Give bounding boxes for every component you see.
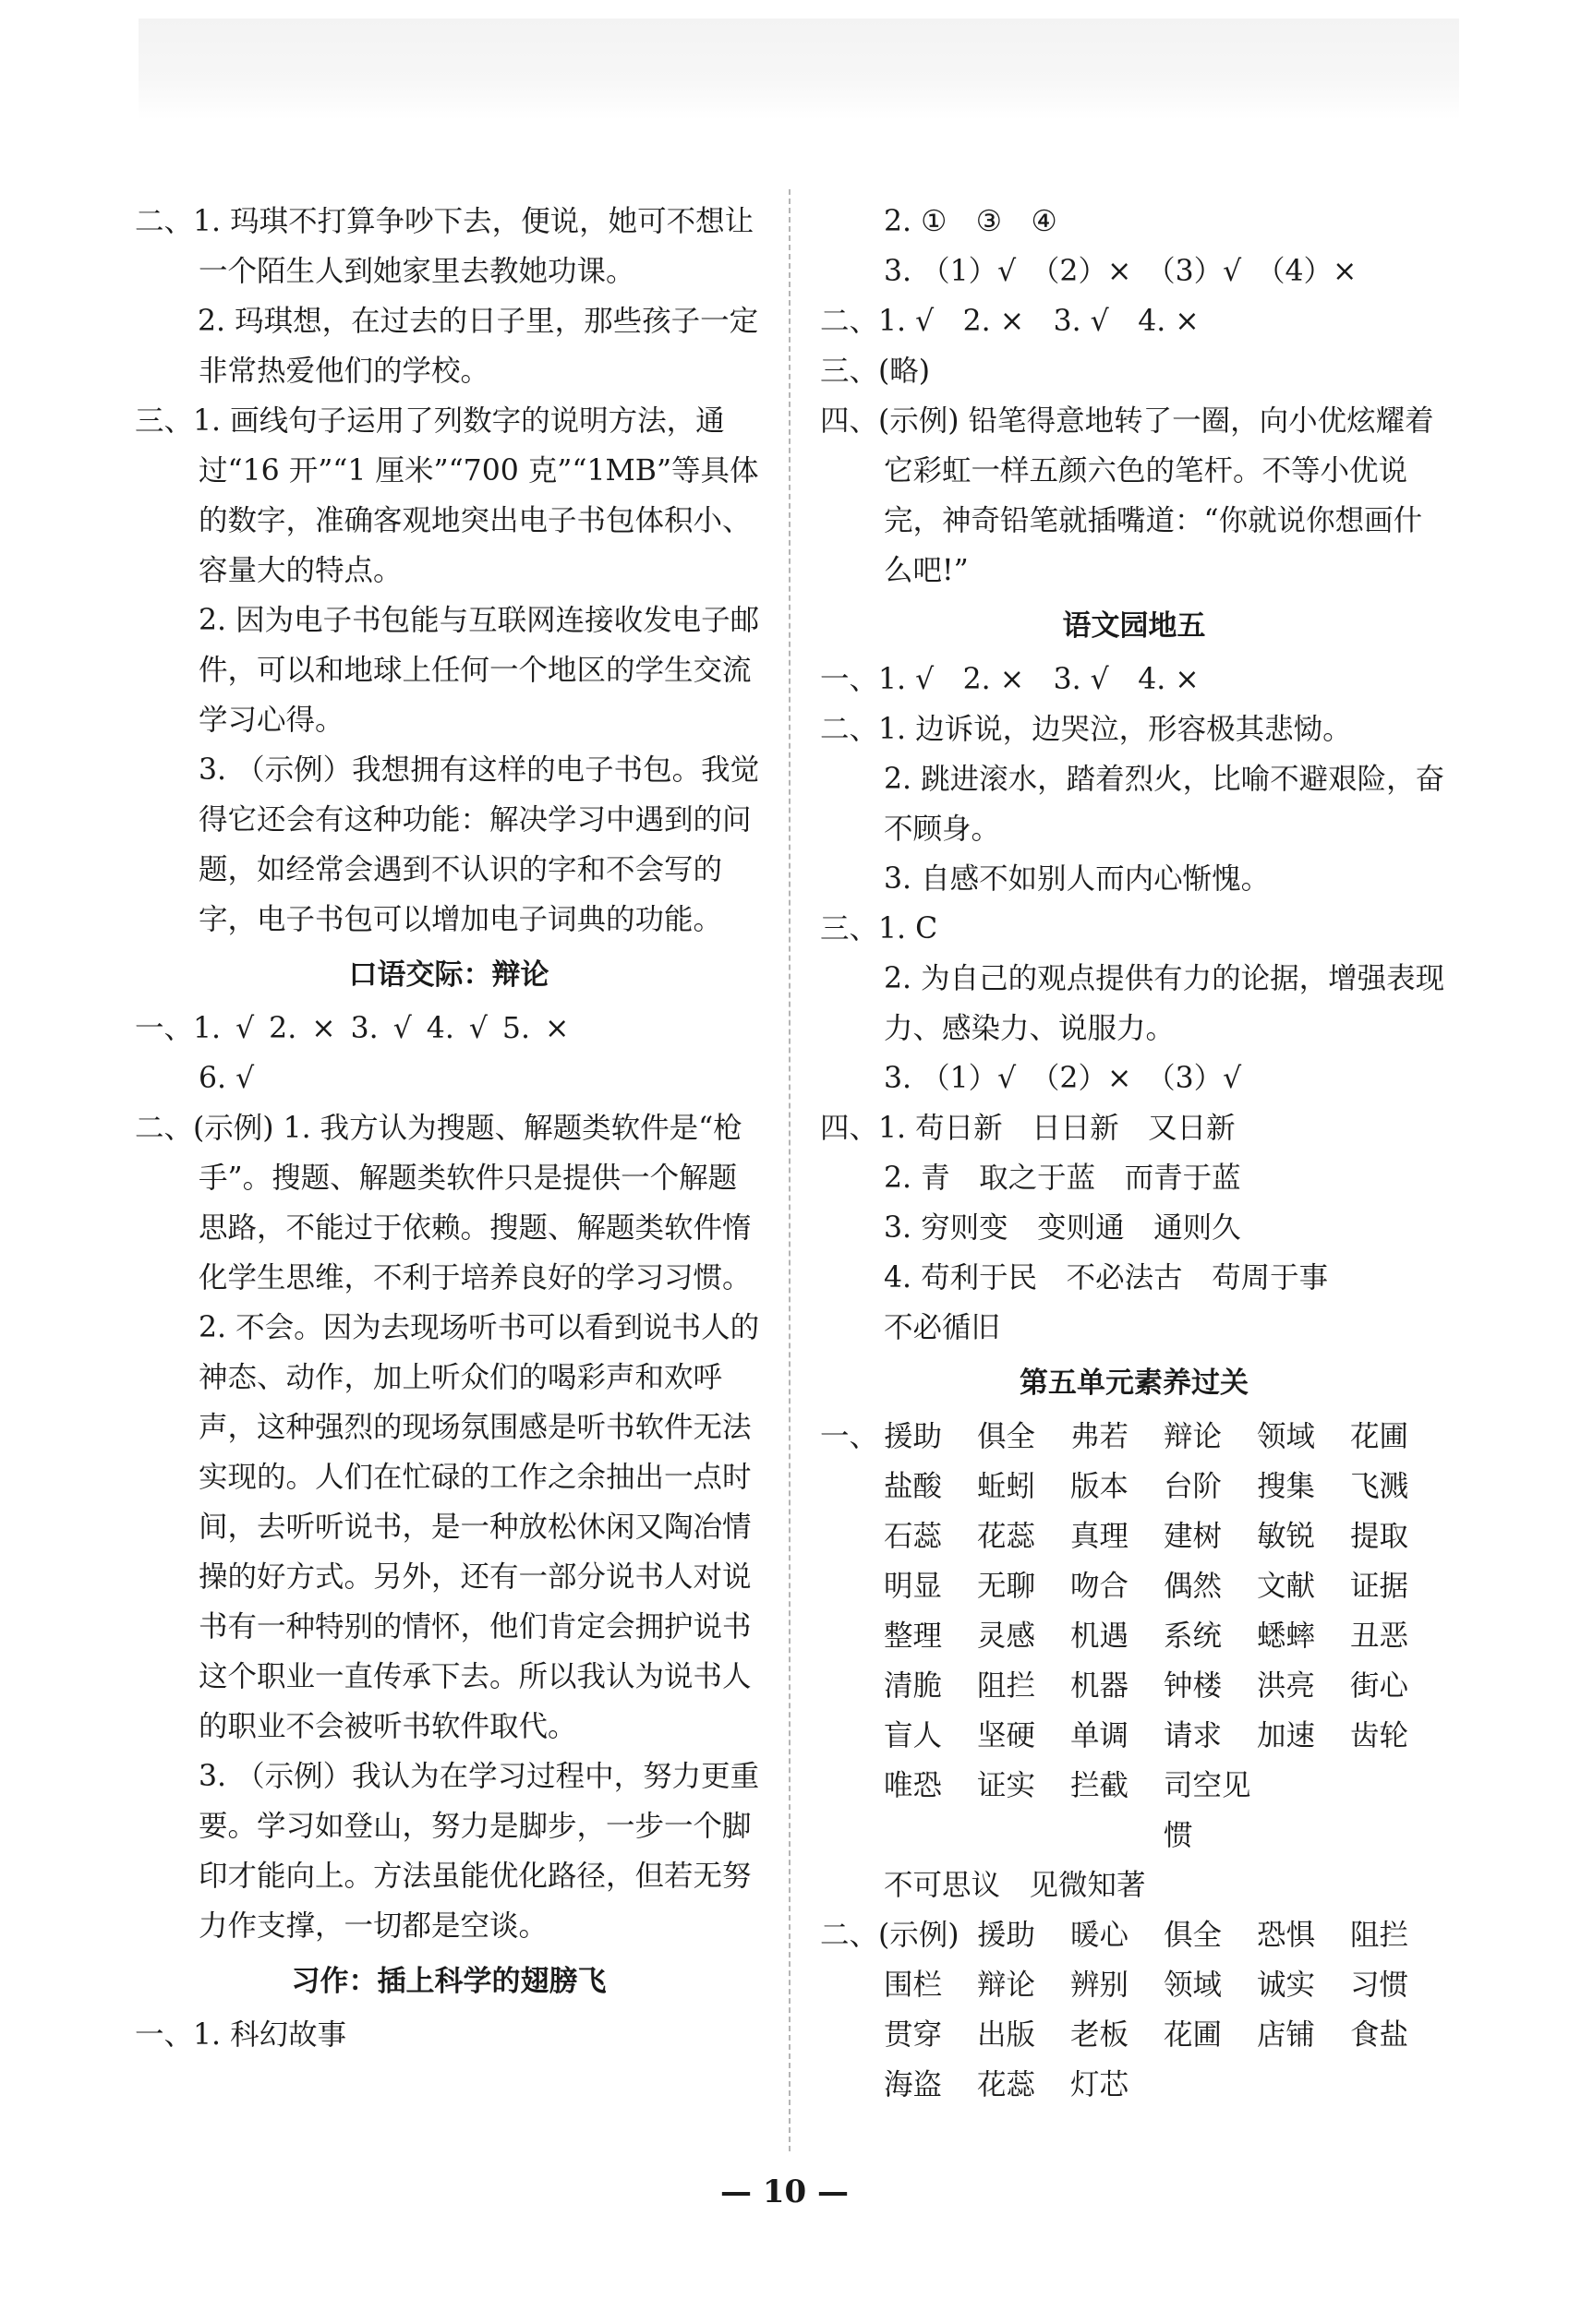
page-number: — 10 — — [720, 2173, 849, 2210]
answer-garden-3-2: 2. 为自己的观点提供有力的论据，增强表现力、感染力、说服力。 — [884, 962, 1445, 1045]
answer-garden-2-3: 3. 自感不如别人而内心惭愧。 — [884, 862, 1271, 896]
word-item: 机器 — [1070, 1669, 1129, 1703]
word-item: 请求 — [1164, 1719, 1223, 1752]
unit-section-1-label: 一、 — [820, 1420, 879, 1453]
word-item: 台阶 — [1164, 1470, 1223, 1503]
word-item: 灯芯 — [1070, 2068, 1129, 2101]
word-item: 蚯蚓 — [977, 1470, 1036, 1503]
answer-garden-4-4b: 不必循旧 — [884, 1311, 1001, 1344]
word-item: 加速 — [1257, 1719, 1316, 1752]
word-item: 建树 — [1164, 1520, 1223, 1553]
answer-writing-sec2: 二、1. √ 2. × 3. √ 4. × — [820, 305, 1200, 338]
answer-garden-3-3: 3. （1）√ （2）× （3）√ — [884, 1062, 1242, 1095]
word-item: 蟋蟀 — [1257, 1620, 1316, 1653]
word-item: 援助 — [884, 1420, 943, 1453]
unit-section-2-label: 二、(示例) — [820, 1919, 960, 1952]
word-item: 真理 — [1070, 1520, 1129, 1553]
word-item: 习惯 — [1350, 1969, 1409, 2002]
unit-section-2-first-row — [820, 1910, 1448, 1960]
answer-sec3-q2: 2. 因为电子书包能与互联网连接收发电子邮件，可以和地球上任何一个地区的学生交流学习心得。 — [199, 604, 760, 737]
word-item: 出版 — [977, 2018, 1036, 2052]
word-item: 领域 — [1257, 1420, 1316, 1453]
word-item: 单调 — [1070, 1719, 1129, 1752]
answer-debate-1b: 6. √ — [199, 1062, 255, 1095]
answer-garden-4-3: 3. 穷则变 变则通 通则久 — [884, 1211, 1241, 1245]
word-item: 钟楼 — [1164, 1669, 1223, 1703]
answer-debate-2-3: 3. （示例）我认为在学习过程中，努力更重要。学习如登山，努力是脚步，一步一个脚印才能向上。方法虽能优化路径，但若无努力作支撑，一切都是空谈。 — [199, 1760, 760, 1943]
word-item: 贯穿 — [884, 2018, 943, 2052]
unit-section-2 — [820, 1910, 1448, 2110]
word-item: 街心 — [1350, 1669, 1409, 1703]
word-list-1 — [820, 1412, 1448, 1860]
word-item: 无聊 — [977, 1570, 1036, 1603]
word-item: 拦截 — [1070, 1769, 1129, 1802]
answer-garden-2-1: 二、1. 边诉说，边哭泣，形容极其悲恸。 — [820, 713, 1352, 746]
answer-writing-2: 2. ① ③ ④ — [884, 205, 1057, 238]
word-item: 海盗 — [884, 2068, 943, 2101]
word-item: 明显 — [884, 1570, 943, 1603]
word-item: 阻拦 — [1350, 1919, 1409, 1952]
word-item: 证据 — [1350, 1570, 1409, 1603]
answer-garden-1: 一、1. √ 2. × 3. √ 4. × — [820, 663, 1200, 696]
word-list-2 — [820, 1960, 1448, 2110]
answer-garden-4-1: 四、1. 苟日新 日日新 又日新 — [820, 1112, 1236, 1145]
word-item: 飞溅 — [1350, 1470, 1409, 1503]
word-list-1-tail: 不可思议 见微知著 — [884, 1869, 1146, 1902]
answer-writing-sec4: 四、(示例) 铅笔得意地转了一圈，向小优炫耀着它彩虹一样五颜六色的笔杆。不等小优说完，神奇铅笔就插嘴道：“你就说你想画什么吧!” — [820, 404, 1434, 587]
word-item: 花蕊 — [977, 2068, 1036, 2101]
word-item: 辩论 — [977, 1969, 1036, 2002]
section-title-unit: 第五单元素养过关 — [1020, 1367, 1249, 1400]
header-band — [139, 18, 1459, 120]
word-item: 俱全 — [977, 1420, 1036, 1453]
word-item: 恐惧 — [1257, 1919, 1316, 1952]
column-divider — [789, 189, 791, 2151]
word-item: 领域 — [1164, 1969, 1223, 2002]
word-item: 搜集 — [1257, 1470, 1316, 1503]
word-item: 食盐 — [1350, 2018, 1409, 2052]
answer-writing-sec3: 三、(略) — [820, 355, 931, 388]
answer-debate-1a: 一、1. √ 2. × 3. √ 4. √ 5. × — [135, 1012, 570, 1045]
answer-sec2-q2: 2. 玛琪想，在过去的日子里，那些孩子一定非常热爱他们的学校。 — [198, 305, 759, 388]
section-title-debate: 口语交际：辩论 — [348, 958, 549, 992]
unit-section-1 — [820, 1412, 1448, 1910]
word-item: 盐酸 — [884, 1470, 943, 1503]
word-item: 店铺 — [1257, 2018, 1316, 2052]
answer-garden-2-2: 2. 跳进滚水，踏着烈火，比喻不避艰险，奋不顾身。 — [884, 763, 1445, 846]
word-item: 文献 — [1257, 1570, 1316, 1603]
word-item: 围栏 — [884, 1969, 943, 2002]
word-item: 丑恶 — [1350, 1620, 1409, 1653]
word-item: 灵感 — [977, 1620, 1036, 1653]
word-item: 花圃 — [1350, 1420, 1409, 1453]
word-item: 阻拦 — [977, 1669, 1036, 1703]
left-column — [135, 197, 763, 2060]
word-list-2-first — [977, 1910, 1443, 1960]
word-item: 版本 — [1070, 1470, 1129, 1503]
word-item: 花蕊 — [977, 1520, 1036, 1553]
word-item: 整理 — [884, 1620, 943, 1653]
answer-sec2-q1: 二、1. 玛琪不打算争吵下去，便说，她可不想让一个陌生人到她家里去教她功课。 — [135, 205, 754, 288]
answer-garden-4-4: 4. 苟利于民 不必法古 苟周于事 — [884, 1261, 1329, 1294]
word-item: 坚硬 — [977, 1719, 1036, 1752]
word-item: 俱全 — [1164, 1919, 1223, 1952]
word-item: 辩论 — [1164, 1420, 1223, 1453]
answer-debate-2-2: 2. 不会。因为去现场听书可以看到说书人的神态、动作，加上听众们的喝彩声和欢呼声，这种强烈的现场氛围感是听书软件无法实现的。人们在忙碌的工作之余抽出一点时间，去听听说书，是一种放松休闲又陶冶情操的好方式。另外，还有一部分说书人对说书有一种特别的情怀，他们肯定会拥护说书这个职业一直传承下去。所以我认为说书人的职业不会被听书软件取代。 — [199, 1311, 760, 1743]
word-item: 暖心 — [1070, 1919, 1129, 1952]
word-item: 司空见惯 — [1164, 1769, 1251, 1852]
word-item: 援助 — [977, 1919, 1036, 1952]
word-item: 诚实 — [1257, 1969, 1316, 2002]
word-item: 唯恐 — [884, 1769, 943, 1802]
answer-garden-3-1: 三、1. C — [820, 912, 938, 945]
word-item: 盲人 — [884, 1719, 943, 1752]
right-column — [820, 197, 1448, 2110]
word-item: 清脆 — [884, 1669, 943, 1703]
word-item: 系统 — [1164, 1620, 1223, 1653]
section-title-garden: 语文园地五 — [1062, 609, 1206, 643]
answer-debate-2-1: 二、(示例) 1. 我方认为搜题、解题类软件是“枪手”。搜题、解题类软件只是提供一个解题思路，不能过于依赖。搜题、解题类软件惰化学生思维，不利于培养良好的学习习惯。 — [135, 1112, 752, 1294]
answer-sec3-q3: 3. （示例）我想拥有这样的电子书包。我觉得它还会有这种功能：解决学习中遇到的问题，如经常会遇到不认识的字和不会写的字，电子书包可以增加电子词典的功能。 — [199, 753, 760, 936]
answer-garden-4-2: 2. 青 取之于蓝 而青于蓝 — [884, 1162, 1241, 1195]
word-item: 花圃 — [1164, 2018, 1223, 2052]
word-item: 弗若 — [1070, 1420, 1129, 1453]
word-item: 偶然 — [1164, 1570, 1223, 1603]
answer-writing-3: 3. （1）√ （2）× （3）√ （4）× — [884, 255, 1358, 288]
word-item: 石蕊 — [884, 1520, 943, 1553]
word-item: 老板 — [1070, 2018, 1129, 2052]
word-item: 机遇 — [1070, 1620, 1129, 1653]
word-item: 齿轮 — [1350, 1719, 1409, 1752]
word-item: 吻合 — [1070, 1570, 1129, 1603]
answer-sec3-q1: 三、1. 画线句子运用了列数字的说明方法，通过“16 开”“1 厘米”“700 克”“1MB”等具体的数字，准确客观地突出电子书包体积小、容量大的特点。 — [135, 404, 759, 587]
word-item: 提取 — [1350, 1520, 1409, 1553]
word-item: 洪亮 — [1257, 1669, 1316, 1703]
section-title-writing: 习作：插上科学的翅膀飞 — [291, 1965, 607, 1998]
word-item: 辨别 — [1070, 1969, 1129, 2002]
word-item: 证实 — [977, 1769, 1036, 1802]
word-item: 敏锐 — [1257, 1520, 1316, 1553]
answer-writing-1: 一、1. 科幻故事 — [135, 2018, 347, 2052]
